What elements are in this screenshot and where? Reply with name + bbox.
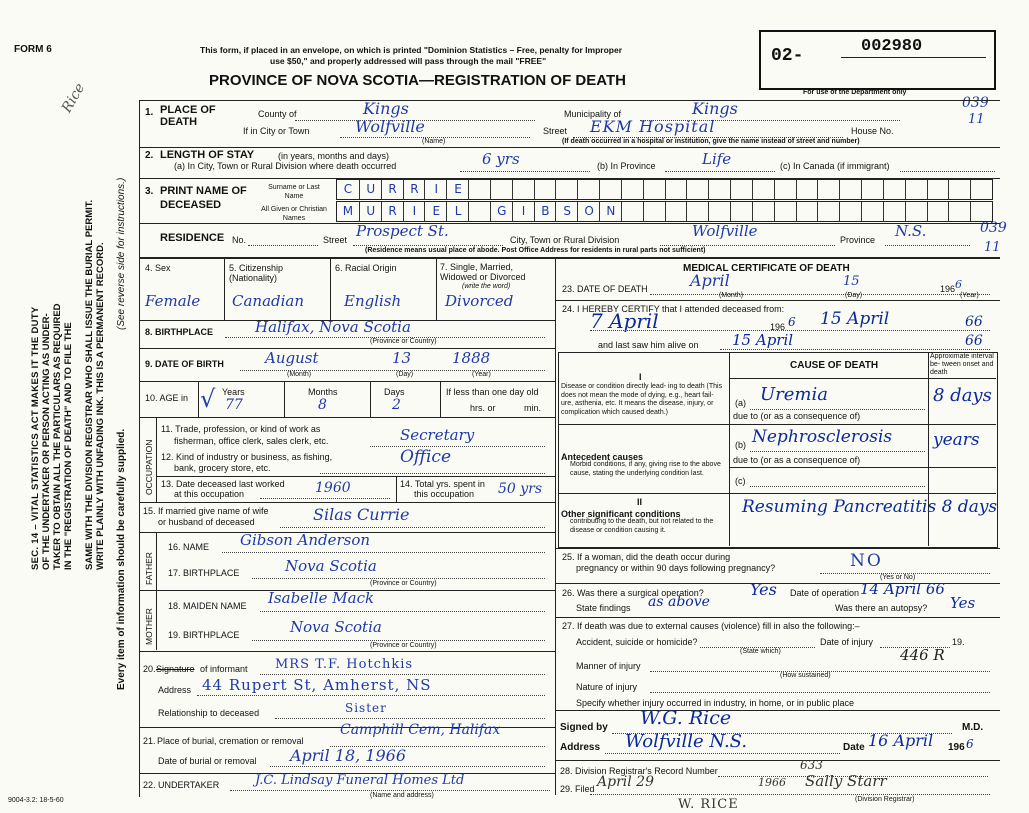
doctor-address-label: Address [560, 742, 601, 753]
death-year-pre: 196 [940, 284, 956, 294]
registration-number-box [759, 30, 996, 90]
dob-year-caption: (Year) [472, 371, 491, 378]
name-letter-box [686, 180, 709, 199]
name-letter-box [424, 202, 447, 221]
last-saw-value: 15 April [732, 331, 794, 349]
q12-value: Office [400, 447, 451, 467]
marital-value: Divorced [445, 292, 514, 310]
operation-date: 14 April 66 [860, 580, 945, 598]
q14-value: 50 yrs [498, 481, 543, 497]
death-day: 15 [843, 274, 860, 289]
racial-origin-value: English [344, 292, 402, 310]
father-birthplace-caption: (Province or Country) [370, 580, 437, 587]
age-days-value: 2 [392, 397, 401, 413]
cause-of-death-title: CAUSE OF DEATH [790, 360, 879, 371]
name-letter-box [359, 180, 382, 199]
stay-a-value: 6 yrs [482, 150, 520, 168]
burial-num: 21. [143, 736, 156, 746]
birthplace-caption: (Province or Country) [370, 338, 437, 345]
name-letter-box [446, 202, 469, 221]
registrar-caption: (Division Registrar) [855, 796, 915, 803]
stay-label: LENGTH OF STAY [160, 149, 255, 161]
name-letter-box [555, 202, 578, 221]
burial-date: April 18, 1966 [290, 746, 407, 765]
name-letter: U [366, 182, 376, 196]
sex-label: 4. Sex [145, 263, 171, 273]
street-value: EKM Hospital [590, 117, 716, 136]
name-letter: C [343, 182, 353, 196]
father-side-label: FATHER [144, 552, 154, 585]
name-letter: E [432, 204, 441, 218]
name-letter-box [424, 180, 447, 199]
disease-label: Disease or condition directly lead- ing to death (This does not mean the mode of dying, e.g., heart fail- ure, asthenia, etc. It means the disease, injury, or complication which caused death.) [561, 383, 723, 416]
operation-date-label: Date of operation [790, 588, 860, 598]
father-birthplace-value: Nova Scotia [285, 557, 377, 575]
name-letter-box [948, 202, 971, 221]
age-years-value: 77 [225, 397, 243, 413]
name-letter: I [521, 204, 526, 218]
due-to-1: due to (or as a consequence of) [733, 411, 861, 421]
mother-birthplace-value: Nova Scotia [290, 618, 382, 636]
citizenship-value: Canadian [232, 292, 305, 310]
antecedent-sub: Morbid conditions, if any, giving rise to the above cause, stating the underlying condition last. [570, 461, 721, 477]
other-conditions-value: Resuming Pancreatitis 8 days [742, 497, 998, 517]
dept-code-1: 039 [962, 95, 989, 111]
signed-label: Signed by [560, 722, 608, 733]
name-letter-box [577, 202, 600, 221]
filed-date: April 29 [597, 774, 654, 790]
municipality-value: Kings [692, 99, 738, 118]
name-letter-box [774, 180, 797, 199]
q25-label-b: pregnancy or within 90 days following pregnancy? [576, 563, 776, 573]
dept-code-2b: 11 [984, 240, 1001, 255]
bottom-signature: W. RICE [678, 797, 739, 812]
name-letter-box [796, 202, 819, 221]
how-sustained-caption: (How sustained) [780, 672, 831, 679]
cause-a-value: Uremia [760, 384, 828, 405]
name-letter: R [410, 182, 419, 196]
cause-roman-2: II [637, 497, 643, 507]
county-label: County of [258, 109, 297, 119]
name-letter-box [970, 202, 993, 221]
form-number: FORM 6 [14, 44, 52, 55]
dob-month-caption: (Month) [287, 371, 312, 378]
q14-label-b: this occupation [414, 489, 475, 499]
mother-maiden-value: Isabelle Mack [268, 589, 375, 607]
name-letter: U [366, 204, 376, 218]
manner-label: Manner of injury [576, 661, 641, 671]
name-letter-box [839, 202, 862, 221]
name-letter-box [752, 202, 775, 221]
filed-year: 1966 [758, 776, 786, 789]
q28-label: 28. Division Registrar's Record Number [560, 766, 718, 776]
name-letter: B [541, 204, 550, 218]
name-letter: I [434, 182, 439, 196]
name-letter-box [337, 202, 359, 221]
form-code: 9004-3.2: 18-5-60 [8, 797, 64, 804]
name-letter-box [686, 202, 709, 221]
relationship-value: Sister [345, 701, 387, 715]
q29-label: 29. Filed [560, 784, 595, 794]
father-birthplace-label: 17. BIRTHPLACE [168, 568, 240, 578]
informant-label: of informant [200, 664, 248, 674]
dob-year: 1888 [452, 349, 491, 367]
name-letter-box [905, 180, 928, 199]
name-letter-box [490, 180, 513, 199]
name-letter-box [708, 202, 731, 221]
min-label: min. [524, 403, 542, 413]
name-letter-box [621, 180, 644, 199]
name-letter-box [512, 202, 535, 221]
name-letter-box [927, 202, 950, 221]
stay-c-label: (c) In Canada (if immigrant) [780, 161, 890, 171]
attend-from: 7 April [590, 309, 659, 333]
attend-from-year: 6 [788, 315, 796, 329]
death-month: April [690, 271, 730, 290]
burial-place: Camphill Cem, Halifax [340, 722, 501, 738]
marital-label: 7. Single, Married, Widowed or Divorced [440, 262, 526, 282]
burial-label: Place of burial, cremation or removal [157, 736, 304, 746]
dob-label: 9. DATE OF BIRTH [145, 359, 224, 369]
signed-value: W.G. Rice [640, 707, 732, 729]
less-than-one-day-label: If less than one day old [446, 387, 539, 397]
sidebar-line-5: SAME WITH THE DIVISION REGISTRAR WHO SHALL ISSUE THE BURIAL PERMIT. [84, 199, 95, 570]
name-letter: L [454, 204, 462, 218]
surname-grid [336, 179, 993, 200]
q25-value: NO [850, 551, 883, 571]
interval-header: Approximate interval be- tween onset and death [930, 353, 994, 376]
name-letter-box [337, 180, 359, 199]
name-letter-box [861, 180, 884, 199]
mother-side-label: MOTHER [144, 608, 154, 645]
cause-a-marker: (a) [735, 398, 746, 408]
residence-division-value: Wolfville [692, 222, 758, 240]
q27-label: 27. If death was due to external causes (violence) fill in also the following:– [562, 621, 860, 631]
q26-label: 26. Was there a surgical operation? [562, 588, 704, 598]
informant-num: 20. [143, 664, 156, 674]
name-letter-box [534, 202, 557, 221]
name-letter-box [381, 180, 404, 199]
name-letter-box [599, 180, 622, 199]
q13-label-b: at this occupation [174, 489, 245, 499]
street-label: Street [543, 126, 568, 136]
q25-label: 25. If a woman, did the death occur during [562, 552, 731, 562]
informant-name: MRS T.F. Hotchkis [275, 657, 414, 672]
days-label: Days [384, 387, 405, 397]
occupation-side-label: OCCUPATION [144, 439, 154, 495]
name-letter-box [403, 180, 426, 199]
county-value: Kings [363, 99, 409, 118]
surname-label: Surname or Last Name [268, 184, 320, 200]
stay-sub: (in years, months and days) [278, 151, 390, 161]
due-to-2: due to (or as a consequence of) [733, 455, 861, 465]
date-of-death-label: 23. DATE OF DEATH [562, 284, 648, 294]
mother-birthplace-caption: (Province or Country) [370, 642, 437, 649]
q14-label: 14. Total yrs. spent in [400, 479, 485, 489]
name-letter: S [563, 204, 572, 218]
dob-day: 13 [392, 349, 412, 367]
city-label: If in City or Town [243, 126, 310, 136]
undertaker-value: J.C. Lindsay Funeral Homes Ltd [255, 773, 465, 788]
q11-label-b: fisherman, office clerk, sales clerk, etc. [174, 436, 329, 446]
months-label: Months [308, 387, 338, 397]
death-month-caption: (Month) [719, 292, 744, 299]
certificate-year-pre: 196 [948, 742, 965, 753]
stay-b-value: Life [702, 150, 732, 168]
name-letter: R [388, 182, 397, 196]
burial-date-label: Date of burial or removal [158, 756, 257, 766]
name-letter-box [490, 202, 513, 221]
name-letter-box [643, 180, 666, 199]
name-letter-box [446, 180, 469, 199]
city-name-caption: (Name) [422, 138, 446, 145]
state-findings-label: State findings [576, 603, 631, 613]
certificate-year: 6 [966, 737, 974, 751]
spouse-label-b: or husband of deceased [158, 517, 255, 527]
residence-note: (Residence means usual place of abode. Post Office Address for residents in rural parts not sufficient) [365, 247, 706, 254]
q11-label: 11. Trade, profession, or kind of work as [161, 424, 321, 434]
birthplace-value: Halifax, Nova Scotia [255, 318, 411, 336]
attend-to: 15 April [820, 309, 890, 329]
form-title: PROVINCE OF NOVA SCOTIA—REGISTRATION OF DEATH [209, 72, 626, 89]
last-saw-year: 66 [965, 333, 983, 349]
residence-street-value: Prospect St. [356, 222, 449, 240]
age-months-value: 8 [318, 397, 327, 413]
autopsy-label: Was there an autopsy? [835, 603, 928, 613]
name-letter: R [388, 204, 397, 218]
name-letter: O [584, 204, 594, 218]
cause-a-interval: 8 days [933, 385, 992, 406]
place-num: 1. [145, 107, 154, 118]
name-letter-box [817, 202, 840, 221]
name-letter-box [730, 180, 753, 199]
name-letter-box [883, 180, 906, 199]
given-names-grid [336, 201, 993, 222]
sidebar-line-1: SEC. 14 – VITAL STATISTICS ACT MAKES IT THE DUTY [30, 306, 41, 570]
md-label: M.D. [962, 722, 984, 733]
undertaker-label: 22. UNDERTAKER [143, 780, 220, 790]
name-letter: E [454, 182, 462, 196]
name-letter-box [359, 202, 382, 221]
stay-a-label: (a) In City, Town or Rural Division where death occurred [174, 161, 397, 171]
sidebar-line-6: WRITE PLAINLY WITH UNFADING INK. THIS IS A PERMANENT RECORD. [95, 242, 106, 570]
spouse-label: 15. If married give name of wife [143, 506, 269, 516]
attend-from-year-pre: 196 [770, 322, 786, 332]
name-letter-box [665, 202, 688, 221]
q11-value: Secretary [400, 426, 475, 444]
name-letter-box [468, 202, 491, 221]
antecedent-label: Antecedent causes [561, 452, 644, 462]
name-letter-box [927, 180, 950, 199]
municipality-label: Municipality of [564, 109, 622, 119]
residence-no-label: No. [232, 235, 247, 245]
name-letter: N [606, 204, 616, 218]
stay-num: 2. [145, 150, 154, 161]
medical-title: MEDICAL CERTIFICATE OF DEATH [683, 263, 850, 274]
sidebar-line-3: TAKER TO OBTAIN ALL THE PARTICULARS AS REQUIRED [52, 303, 63, 570]
dept-code-1b: 11 [968, 112, 985, 127]
dob-month: August [265, 349, 319, 367]
informant-address-label: Address [158, 685, 192, 695]
last-saw-label: and last saw him alive on [598, 340, 699, 350]
cause-b-marker: (b) [735, 440, 746, 450]
manner-note: 446 R [900, 646, 945, 664]
name-letter-box [752, 180, 775, 199]
q13-label: 13. Date deceased last worked [161, 479, 285, 489]
hrs-label: hrs. or [470, 403, 496, 413]
stay-b-label: (b) In Province [597, 161, 656, 171]
age-label: 10. AGE in [145, 393, 189, 403]
name-letter-box [796, 180, 819, 199]
name-letter-box [708, 180, 731, 199]
specify-label: Specify whether injury occurred in industry, in home, or in public place [576, 698, 854, 708]
name-letter-box [665, 180, 688, 199]
sidebar-line-7: Every item of information should be carefully supplied. [116, 428, 127, 690]
house-no-label: House No. [851, 126, 894, 136]
racial-origin-label: 6. Racial Origin [335, 263, 397, 273]
relationship-label: Relationship to deceased [158, 708, 260, 718]
mother-maiden-label: 18. MAIDEN NAME [168, 601, 247, 611]
sidebar-line-4: IN THE "REGISTRATION OF DEATH" AND TO FILE THE [63, 322, 74, 570]
accident-label: Accident, suicide or homicide? [576, 637, 698, 647]
sidebar-line-8: (See reverse side for instructions.) [116, 177, 127, 330]
name-letter: M [342, 204, 354, 218]
attend-to-year: 66 [965, 314, 983, 330]
name-letter-box [970, 180, 993, 199]
hospital-note: (If death occurred in a hospital or institution, give the name instead of street and number) [562, 138, 860, 145]
death-year-caption: (Year) [960, 292, 979, 299]
certify-label: 24. I HEREBY CERTIFY that I attended deceased from: [562, 304, 785, 314]
mother-birthplace-label: 19. BIRTHPLACE [168, 630, 240, 640]
injury-date-label: Date of injury [820, 637, 874, 647]
father-name-value: Gibson Anderson [240, 531, 371, 549]
residence-division-label: City, Town or Rural Division [510, 235, 620, 245]
name-letter-box [905, 202, 928, 221]
name-letter-box [817, 180, 840, 199]
informant-struck: Signature [156, 664, 195, 674]
dept-code-2: 039 [980, 220, 1007, 236]
death-day-caption: (Day) [845, 292, 863, 299]
city-value: Wolfville [355, 117, 425, 136]
undertaker-caption: (Name and address) [370, 792, 434, 799]
name-letter-box [599, 202, 622, 221]
name-letter-box [403, 202, 426, 221]
record-number: 633 [800, 758, 823, 772]
name-letter-box [381, 202, 404, 221]
name-letter-box [643, 202, 666, 221]
name-letter-box [948, 180, 971, 199]
given-names-label: All Given or Christian Names [261, 206, 327, 222]
name-letter-box [839, 180, 862, 199]
father-name-label: 16. NAME [168, 542, 210, 552]
residence-street-label: Street [323, 235, 348, 245]
name-letter-box [883, 202, 906, 221]
cause-b-value: Nephrosclerosis [752, 427, 893, 447]
certificate-date-label: Date [843, 742, 865, 753]
name-letter-box [468, 180, 491, 199]
name-letter: I [412, 204, 417, 218]
margin-note: Rice [58, 80, 89, 116]
birthplace-label: 8. BIRTHPLACE [145, 327, 214, 337]
years-label: Years [222, 387, 245, 397]
certificate-date: 16 April [868, 731, 934, 750]
informant-address: 44 Rupert St, Amherst, NS [202, 676, 432, 694]
q13-value: 1960 [315, 480, 351, 496]
envelope-notice-2: use $50," and properly addressed will pass through the mail "FREE" [270, 56, 547, 66]
yes-no-caption: (Yes or No) [880, 574, 916, 581]
q26-value: Yes [750, 580, 777, 599]
autopsy-value: Yes [950, 594, 976, 612]
age-check: √ [200, 385, 216, 413]
findings-value: as above [648, 594, 710, 610]
q12-label-b: bank, grocery store, etc. [174, 463, 271, 473]
envelope-notice-1: This form, if placed in an envelope, on which is printed "Dominion Statistics – Free, penalty for Improper [200, 45, 623, 55]
nature-label: Nature of injury [576, 682, 638, 692]
registration-prefix: 02- [771, 46, 804, 66]
name-letter-box [555, 180, 578, 199]
sidebar-line-2: OF THE UNDERTAKER OR PERSON ACTING AS UNDER- [41, 313, 52, 570]
sex-value: Female [145, 292, 201, 310]
other-conditions-sub: contributing to the death, but not related to the disease or condition causing it. [570, 518, 714, 534]
name-letter-box [730, 202, 753, 221]
deceased-num: 3. [145, 186, 154, 197]
name-letter-box [534, 180, 557, 199]
cause-roman-1: I [639, 372, 642, 382]
cause-c-marker: (c) [735, 476, 746, 486]
citizenship-label: 5. Citizenship (Nationality) [229, 263, 284, 283]
name-letter-box [861, 202, 884, 221]
marital-sub: (write the word) [462, 283, 511, 290]
q12-label: 12. Kind of industry or business, as fishing, [161, 452, 333, 462]
name-letter-box [621, 202, 644, 221]
place-label: PLACE OF DEATH [160, 104, 216, 128]
doctor-address: Wolfville N.S. [625, 731, 748, 752]
other-conditions-label: Other significant conditions [561, 509, 681, 519]
spouse-value: Silas Currie [313, 505, 410, 524]
name-letter-box [577, 180, 600, 199]
name-letter: G [497, 204, 507, 218]
department-use-label: For use of the Department only [803, 89, 907, 96]
cause-b-interval: years [933, 430, 980, 450]
residence-label: RESIDENCE [160, 232, 225, 244]
registrar-signature: Sally Starr [805, 772, 887, 790]
residence-province-value: N.S. [895, 222, 927, 240]
name-letter-box [774, 202, 797, 221]
name-letter-box [512, 180, 535, 199]
deceased-label: PRINT NAME OF DECEASED [160, 185, 247, 211]
death-year: 6 [955, 278, 962, 291]
state-which-caption: (State which) [740, 648, 781, 655]
registration-number: 002980 [861, 37, 923, 56]
dob-day-caption: (Day) [396, 371, 414, 378]
residence-province-label: Province [840, 235, 876, 245]
